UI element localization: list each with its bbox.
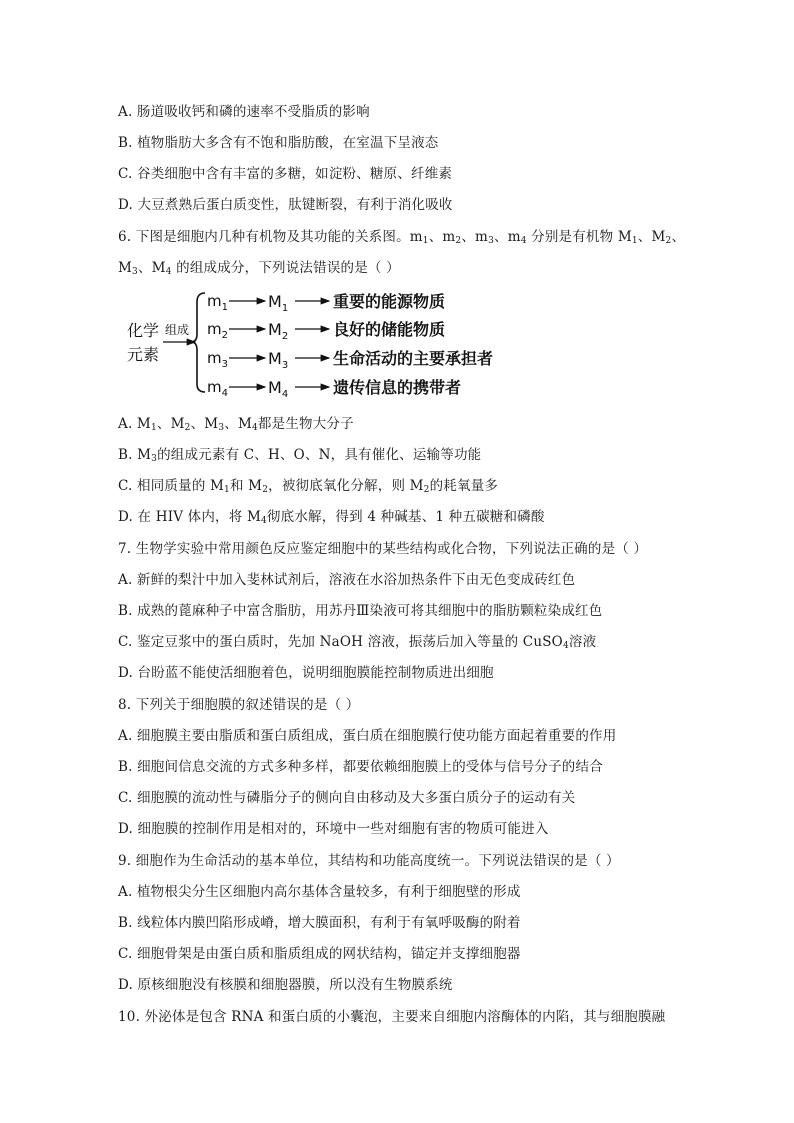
diagram-function-1: 重要的能源物质 [333,292,446,311]
svg-text:m3: $m_3$ [207,349,228,370]
q5-option-d: D. 大豆煮熟后蛋白质变性，肽键断裂，有利于消化吸收 [118,197,453,213]
diagram-row-1 [207,292,445,314]
svg-text:m4: $m_4$ [207,378,228,399]
q6-option-b: B. $M_3$的组成元素有 C、H、O、N，具有催化、运输等功能 [118,447,482,464]
q7-option-b: B. 成熟的蓖麻种子中富含脂肪，用苏丹Ⅲ染液可将其细胞中的脂肪颗粒染成红色 [118,603,603,619]
q8-option-b: B. 细胞间信息交流的方式多种多样，都要依赖细胞膜上的受体与信号分子的结合 [118,759,603,775]
q8-option-d: D. 细胞膜的控制作用是相对的，环境中一些对细胞有害的物质可能进入 [118,821,549,837]
q9-option-c: C. 细胞骨架是由蛋白质和脂质组成的网状结构，锚定并支撑细胞器 [118,946,521,962]
diagram-row-2 [207,320,445,342]
q7-option-d: D. 台盼蓝不能使活细胞着色，说明细胞膜能控制物质进出细胞 [118,665,494,681]
q9-stem: 9. 细胞作为生命活动的基本单位，其结构和功能高度统一。下列说法错误的是（ ） [118,853,620,869]
q9-option-d: D. 原核细胞没有核膜和细胞器膜，所以没有生物膜系统 [118,977,453,993]
q8-option-a: A. 细胞膜主要由脂质和蛋白质组成，蛋白质在细胞膜行使功能方面起着重要的作用 [118,728,617,744]
q9-option-b: B. 线粒体内膜凹陷形成嵴，增大膜面积，有利于有氧呼吸酶的附着 [118,915,521,931]
svg-text:M1: $M_1$ [268,292,289,314]
q6-stem-line1: 6. 下图是细胞内几种有机物及其功能的关系图。$m_1$、$m_2$、$m_3$、$m_4$ 分别是有机物 $M_1$、$M_2$、 [118,229,686,246]
q7-stem: 7. 生物学实验中常用颜色反应鉴定细胞中的某些结构或化合物，下列说法正确的是（ ） [118,541,648,557]
svg-text:M3: $M_3$ [268,349,289,371]
svg-text:m1: $m_1$ [207,292,228,313]
diagram-arrow-label: 组成 [165,323,190,337]
q6-option-c: C. 相同质量的 $M_1$和 $M_2$，被彻底氧化分解，则 $M_2$的耗氧量多 [118,478,499,495]
diagram-function-4: 遗传信息的携带者 [333,378,462,397]
diagram-function-3: 生命活动的主要承担者 [333,349,494,368]
svg-text:M2: $M_2$ [268,320,289,342]
q8-option-c: C. 细胞膜的流动性与磷脂分子的侧向自由移动及大多蛋白质分子的运动有关 [118,790,576,806]
q6-option-a: A. $M_1$、$M_2$、$M_3$、$M_4$都是生物大分子 [118,416,354,433]
q6-stem-line2: $M_3$、$M_4$ 的组成成分，下列说法错误的是（ ） [118,260,400,277]
diagram-row-3 [207,349,493,371]
q5-option-a: A. 肠道吸收钙和磷的速率不受脂质的影响 [118,104,370,120]
q10-stem: 10. 外泌体是包含 RNA 和蛋白质的小囊泡，主要来自细胞内溶酶体的内陷，其与细胞膜融 [118,1009,666,1025]
q6-diagram [125,288,525,400]
diagram-left-label-1: 化学 [127,321,160,340]
q8-stem: 8. 下列关于细胞膜的叙述错误的是（ ） [118,697,360,713]
svg-text:m2: $m_2$ [207,320,228,341]
q6-option-d: D. 在 HIV 体内，将 $M_4$彻底水解，得到 4 种碱基、1 种五碳糖和磷酸 [118,509,545,526]
diagram-left-label-2: 元素 [127,345,160,364]
q5-option-c: C. 谷类细胞中含有丰富的多糖，如淀粉、糖原、纤维素 [118,166,453,182]
svg-text:M4: $M_4$ [268,378,289,400]
q7-option-c: C. 鉴定豆浆中的蛋白质时，先加 NaOH 溶液，振荡后加入等量的 CuSO$_4$溶液 [118,634,597,651]
diagram-function-2: 良好的储能物质 [333,320,446,339]
diagram-brace [191,293,205,392]
q5-option-b: B. 植物脂肪大多含有不饱和脂肪酸，在室温下呈液态 [118,135,439,151]
diagram-row-4 [207,378,461,400]
q9-option-a: A. 植物根尖分生区细胞内高尔基体含量较多，有利于细胞壁的形成 [118,884,521,900]
q7-option-a: A. 新鲜的梨汁中加入斐林试剂后，溶液在水浴加热条件下由无色变成砖红色 [118,572,576,588]
